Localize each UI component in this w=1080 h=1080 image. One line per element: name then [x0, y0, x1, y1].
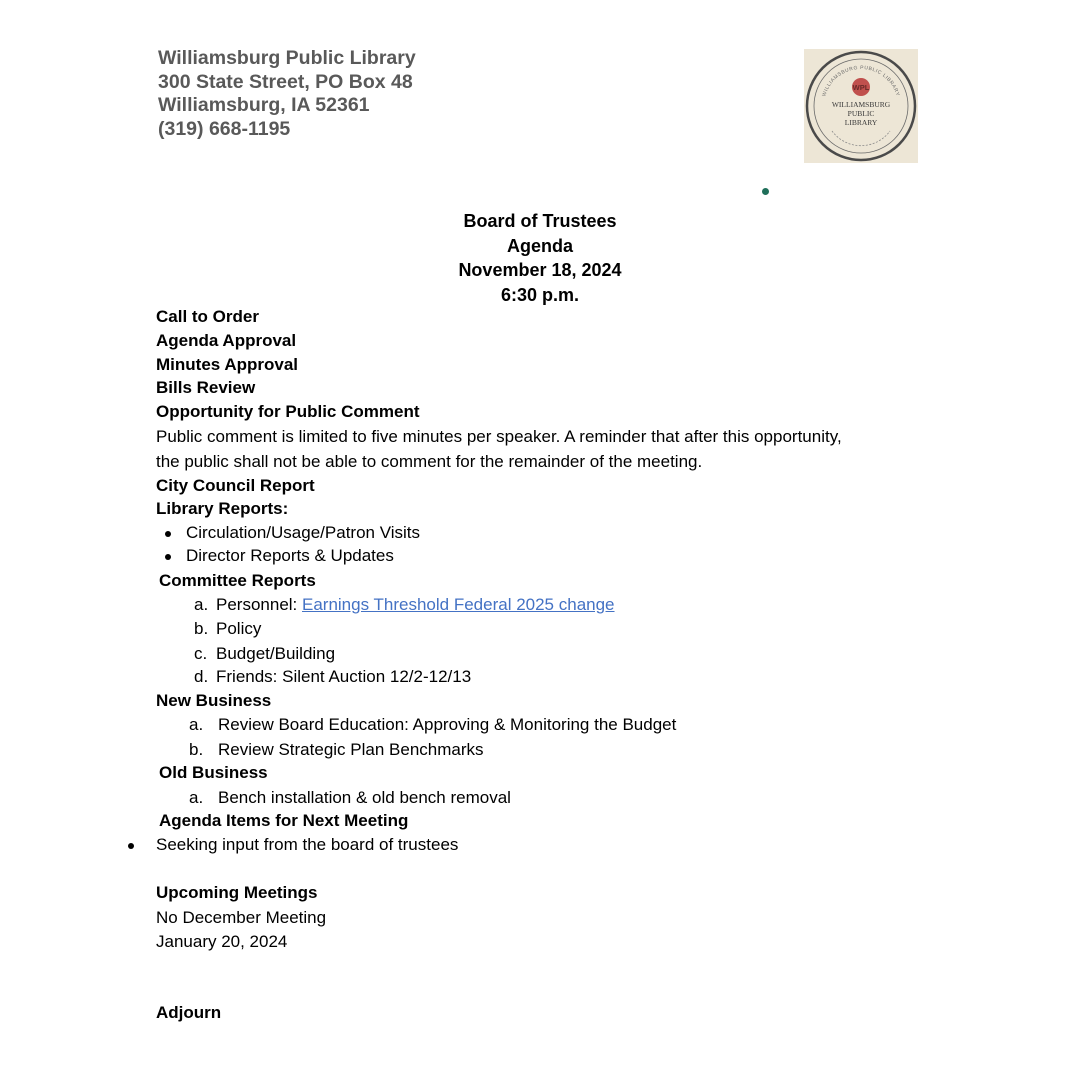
meeting-time: 6:30 p.m. — [500, 284, 580, 305]
committee-reports-heading: Committee Reports — [159, 571, 316, 590]
committee-item-label: Personnel: — [216, 595, 302, 614]
old-business-heading: Old Business — [159, 763, 268, 782]
new-business-item-marker: a. — [189, 715, 204, 734]
upcoming-meeting-line1: No December Meeting — [156, 908, 327, 927]
old-business-item-marker: a. — [189, 788, 204, 807]
next-meeting-items-heading: Agenda Items for Next Meeting — [159, 811, 409, 830]
committee-item-marker: c. — [194, 644, 208, 663]
upcoming-meetings-heading: Upcoming Meetings — [156, 883, 318, 902]
bullet-icon — [128, 843, 134, 849]
committee-item-policy: Policy — [216, 619, 262, 638]
logo-monogram: WPL — [852, 83, 870, 92]
library-report-item: Director Reports & Updates — [186, 546, 394, 565]
call-to-order: Call to Order — [156, 307, 259, 326]
minutes-approval: Minutes Approval — [156, 355, 298, 374]
committee-item-marker: a. — [194, 595, 209, 614]
adjourn: Adjourn — [156, 1003, 222, 1022]
public-comment-heading: Opportunity for Public Comment — [156, 402, 420, 421]
logo-top-text: WILLIAMSBURG PUBLIC LIBRARY — [821, 64, 901, 98]
bullet-icon — [165, 554, 171, 560]
old-business-item: Bench installation & old bench removal — [218, 788, 511, 807]
committee-item-budget: Budget/Building — [216, 644, 336, 663]
new-business-item: Review Strategic Plan Benchmarks — [218, 740, 484, 759]
earnings-threshold-link[interactable]: Earnings Threshold Federal 2025 change — [302, 595, 615, 614]
public-comment-text-line2: the public shall not be able to comment for the remainder of the meeting. — [156, 452, 703, 471]
public-comment-text-line1: Public comment is limited to five minutes per speaker. A reminder that after this opportunity, — [156, 427, 842, 446]
committee-item-personnel — [216, 595, 615, 615]
library-address-line2: Williamsburg, IA 52361 — [158, 94, 370, 116]
committee-item-marker: b. — [194, 619, 209, 638]
city-council-report: City Council Report — [156, 476, 315, 495]
library-name: Williamsburg Public Library — [158, 47, 416, 69]
agenda-approval: Agenda Approval — [156, 331, 297, 350]
library-address-line1: 300 State Street, PO Box 48 — [158, 70, 413, 93]
meeting-date: November 18, 2024 — [458, 260, 622, 280]
new-business-item-marker: b. — [189, 740, 204, 759]
new-business-heading: New Business — [156, 691, 272, 710]
logo-line1: WILLIAMSBURG — [831, 100, 891, 109]
library-report-item: Circulation/Usage/Patron Visits — [186, 523, 421, 542]
logo-line3: LIBRARY — [844, 118, 878, 127]
agenda-title-block — [440, 209, 640, 307]
committee-item-friends: Friends: Silent Auction 12/2-12/13 — [216, 667, 472, 686]
library-reports-heading: Library Reports: — [156, 499, 289, 518]
bullet-icon — [165, 531, 171, 537]
agenda-title: Agenda — [506, 235, 573, 256]
bills-review: Bills Review — [156, 378, 256, 397]
upcoming-meeting-line2: January 20, 2024 — [156, 932, 288, 951]
library-phone: (319) 668-1195 — [158, 117, 291, 140]
decorative-dot — [762, 188, 769, 195]
committee-item-marker: d. — [194, 667, 209, 686]
new-business-item: Review Board Education: Approving & Monitoring the Budget — [218, 715, 677, 734]
library-logo — [804, 49, 918, 163]
board-title: Board of Trustees — [463, 211, 617, 231]
letterhead — [158, 47, 416, 141]
logo-line2: PUBLIC — [847, 109, 875, 118]
next-meeting-item: Seeking input from the board of trustees — [156, 835, 459, 854]
